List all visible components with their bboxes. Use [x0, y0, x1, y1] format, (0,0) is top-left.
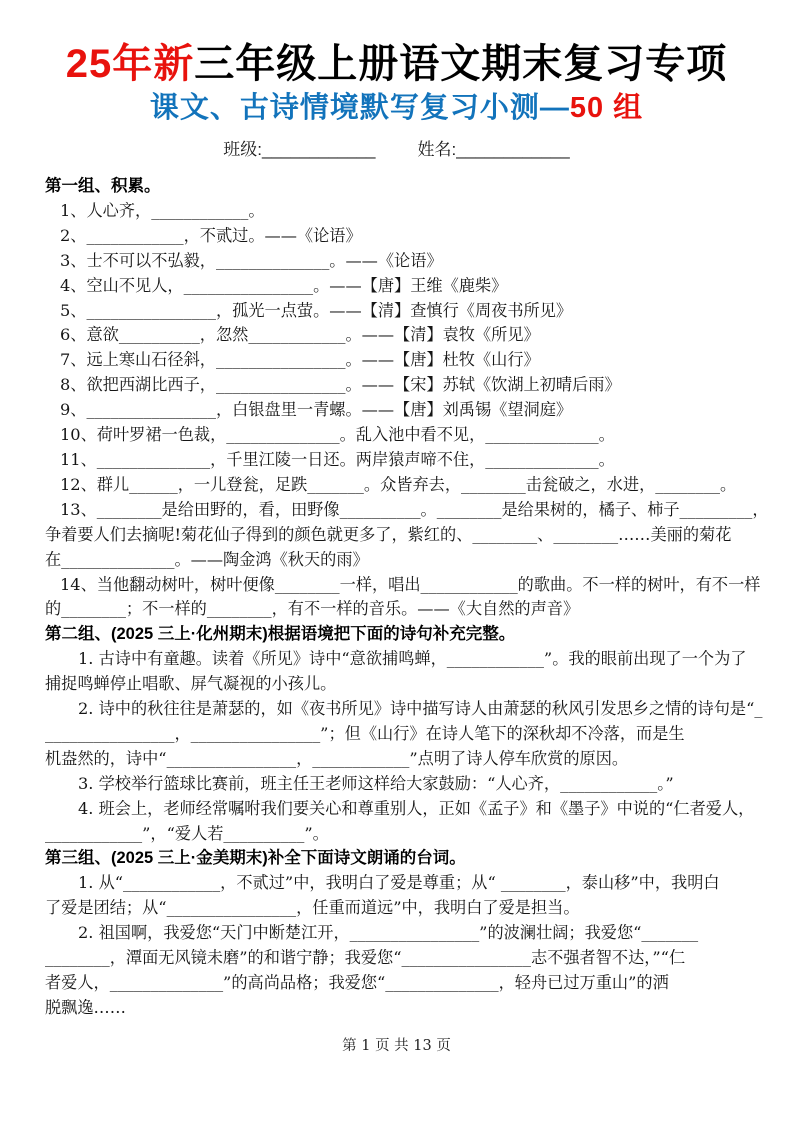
worksheet-line: 1. 古诗中有童趣。读着《所见》诗中“意欲捕鸣蝉，____________”。我的眼前出现了一个为了	[78, 649, 747, 669]
worksheet-line: 在______________。——陶金鸿《秋天的雨》	[45, 549, 369, 569]
student-info-row	[0, 138, 793, 162]
worksheet-line: 1、人心齐，____________。	[60, 200, 265, 220]
worksheet-line: 6、意欲__________，忽然____________。——【清】袁牧《所见》	[60, 325, 540, 345]
worksheet-line: 7、远上寒山石径斜，________________。——【唐】杜牧《山行》	[60, 350, 540, 370]
section-3-header: 第三组、(2025 三上·金美期末)补全下面诗文朗诵的台词。	[45, 849, 466, 868]
class-label: 班级:	[223, 140, 263, 159]
worksheet-line: 3. 学校举行篮球比赛前，班主任王老师这样给大家鼓励：“人心齐，____________。”	[78, 773, 674, 793]
worksheet-line: 了爱是团结；从“________________，任重而道远”中，我明白了爱是担当。	[45, 898, 580, 918]
worksheet-line: 8、欲把西湖比西子，________________。——【宋】苏轼《饮湖上初晴后雨》	[60, 375, 621, 395]
section-2-header: 第二组、(2025 三上·化州期末)根据语境把下面的诗句补充完整。	[45, 625, 516, 644]
worksheet-line: ________________，________________”；但《山行》在诗人笔下的深秋却不冷落，而是生	[45, 723, 685, 743]
page-subtitle-blue-part: 课文、古诗情境默写复习小测—	[149, 92, 570, 124]
class-blank: ____________	[262, 140, 376, 159]
worksheet-line: 2. 祖国啊，我爱您“天门中断楚江开，________________”的波澜壮阔；我爱您“_______	[78, 923, 699, 943]
worksheet-line: 4. 班会上，老师经常嘱咐我们要关心和尊重别人，正如《孟子》和《墨子》中说的“仁者爱人，	[78, 798, 755, 818]
page-title-red-part: 25年新	[65, 42, 195, 86]
worksheet-line: 者爱人，______________”的高尚品格；我爱您“______________，轻舟已过万重山”的洒	[45, 973, 669, 992]
worksheet-line: 2. 诗中的秋往往是萧瑟的，如《夜书所见》诗中描写诗人由萧瑟的秋风引发思乡之情的诗句是“_	[78, 699, 763, 719]
worksheet-line: 11、______________，千里江陵一日还。两岸猿声啼不住，______________。	[60, 449, 615, 469]
worksheet-line: 5、________________，孤光一点萤。——【清】查慎行《周夜书所见》	[60, 300, 573, 320]
worksheet-line: 捕捉鸣蝉停止唱歌、屏气凝视的小孩儿。	[45, 674, 337, 694]
worksheet-line: 14、当他翻动树叶，树叶便像________一样，唱出____________的歌曲。不一样的树叶，有不一样	[60, 574, 761, 594]
worksheet-body	[45, 174, 769, 1021]
worksheet-line: 12、群儿______，一儿登瓮，足跌_______。众皆弃去，________击瓮破之，水进，________。	[60, 474, 737, 494]
page-number-footer: 第 1 页 共 13 页	[342, 1038, 451, 1054]
worksheet-line: 10、荷叶罗裙一色裁，______________。乱入池中看不见，______________。	[60, 425, 615, 445]
worksheet-line: 9、________________，白银盘里一青螺。——【唐】刘禹锡《望洞庭》	[60, 400, 573, 420]
name-label: 姓名:	[417, 140, 457, 159]
worksheet-line: ________，潭面无风镜未磨”的和谐宁静；我爱您“________________志不强者智不达，”“仁	[45, 948, 686, 968]
worksheet-line: 13、________是给田野的，看，田野像__________。________是给果树的，橘子、柿子_________，	[60, 499, 769, 519]
worksheet-line: 争着要人们去摘呢!菊花仙子得到的颜色就更多了，紫红的、________、________……美丽的菊花	[45, 524, 732, 544]
page-title-black-part: 三年级上册语文期末复习专项	[194, 42, 728, 86]
worksheet-line: 3、士不可以不弘毅，______________。——《论语》	[60, 250, 443, 270]
page-subtitle	[0, 88, 793, 128]
section-1-header: 第一组、积累。	[45, 177, 161, 195]
worksheet-line: 2、____________，不贰过。——《论语》	[60, 225, 362, 245]
worksheet-line: 机盎然的，诗中“________________，____________”点明了诗人停车欣赏的原因。	[45, 748, 629, 768]
worksheet-line: 的________；不一样的________，有不一样的音乐。——《大自然的声音》	[45, 599, 580, 619]
worksheet-line: 4、空山不见人，________________。——【唐】王维《鹿柴》	[60, 275, 508, 295]
worksheet-line: 脱飘逸……	[45, 997, 126, 1017]
worksheet-line: 1. 从“____________，不贰过”中，我明白了爱是尊重；从“ ________，泰山移”中，我明白	[78, 873, 720, 893]
page-subtitle-red-part: 50 组	[569, 92, 644, 124]
page-title	[0, 0, 793, 88]
worksheet-line: ____________”，“爱人若__________”。	[45, 823, 329, 843]
name-blank: ____________	[456, 140, 570, 159]
